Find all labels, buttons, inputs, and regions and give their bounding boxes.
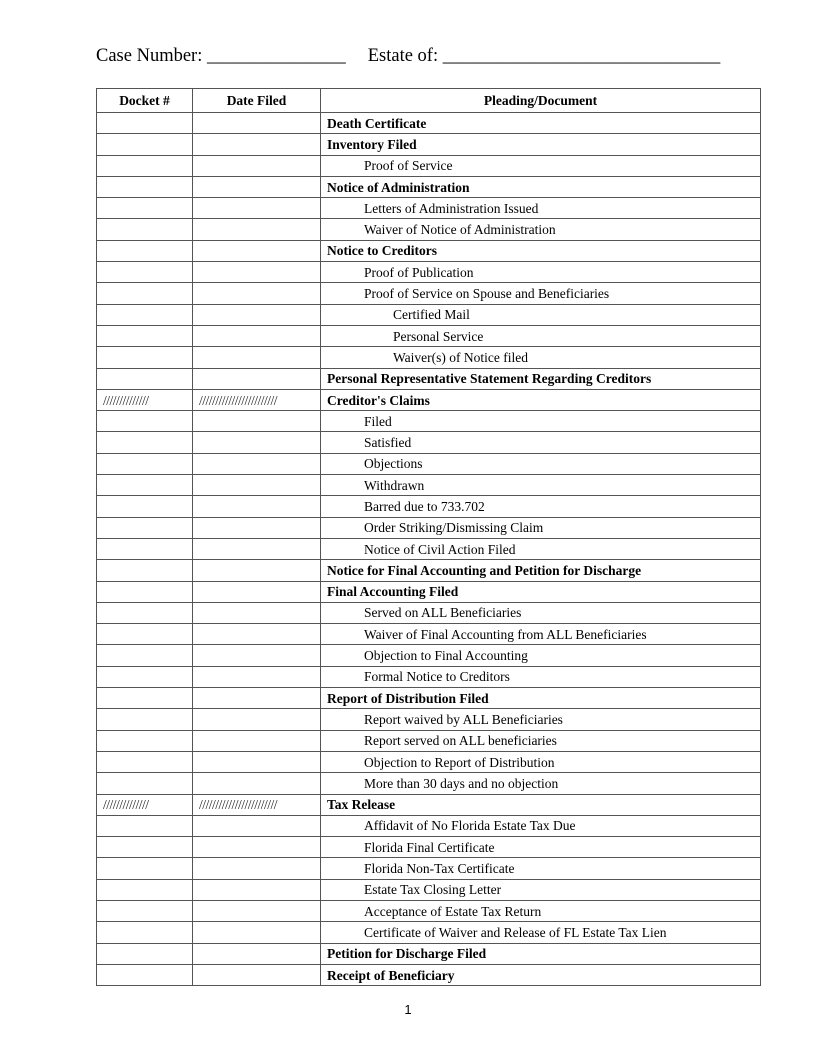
- pleading-document-cell: Served on ALL Beneficiaries: [321, 602, 761, 623]
- docket-cell[interactable]: [97, 240, 193, 261]
- date-filed-cell[interactable]: [193, 283, 321, 304]
- pleading-document-cell: Waiver(s) of Notice filed: [321, 347, 761, 368]
- date-filed-cell[interactable]: [193, 900, 321, 921]
- docket-cell[interactable]: [97, 773, 193, 794]
- estate-of-field[interactable]: Estate of: ______________________________: [367, 46, 721, 66]
- pleading-document-cell: Notice to Creditors: [321, 240, 761, 261]
- table-row: [97, 432, 761, 453]
- date-filed-cell[interactable]: [193, 113, 321, 134]
- docket-cell[interactable]: [97, 645, 193, 666]
- pleading-document-cell: Inventory Filed: [321, 134, 761, 155]
- date-filed-cell[interactable]: [193, 624, 321, 645]
- pleading-document-cell: Order Striking/Dismissing Claim: [321, 517, 761, 538]
- table-row: [97, 496, 761, 517]
- docket-cell[interactable]: [97, 176, 193, 197]
- date-filed-cell[interactable]: [193, 496, 321, 517]
- date-filed-cell[interactable]: [193, 773, 321, 794]
- table-row: [97, 560, 761, 581]
- pleading-document-cell: Letters of Administration Issued: [321, 198, 761, 219]
- pleading-document-cell: Notice of Administration: [321, 176, 761, 197]
- pleading-document-cell: Filed: [321, 411, 761, 432]
- pleading-document-cell: More than 30 days and no objection: [321, 773, 761, 794]
- probate-docket-table: [96, 88, 761, 986]
- date-filed-cell[interactable]: [193, 155, 321, 176]
- date-filed-cell[interactable]: [193, 517, 321, 538]
- date-filed-cell[interactable]: [193, 709, 321, 730]
- table-row: [97, 283, 761, 304]
- table-row: [97, 858, 761, 879]
- pleading-document-cell: Florida Non-Tax Certificate: [321, 858, 761, 879]
- docket-cell[interactable]: [97, 624, 193, 645]
- docket-cell[interactable]: [97, 730, 193, 751]
- table-row: [97, 198, 761, 219]
- docket-cell[interactable]: [97, 751, 193, 772]
- docket-cell[interactable]: [97, 262, 193, 283]
- table-row: [97, 922, 761, 943]
- table-row: [97, 113, 761, 134]
- table-row: [97, 581, 761, 602]
- docket-cell[interactable]: [97, 304, 193, 325]
- pleading-document-cell: Report of Distribution Filed: [321, 688, 761, 709]
- docket-cell[interactable]: [97, 475, 193, 496]
- pleading-document-cell: Notice for Final Accounting and Petition for Discharge: [321, 560, 761, 581]
- table-row: [97, 347, 761, 368]
- table-row: [97, 879, 761, 900]
- table-row: [97, 368, 761, 389]
- pleading-document-cell: Acceptance of Estate Tax Return: [321, 900, 761, 921]
- date-filed-cell[interactable]: [193, 964, 321, 985]
- date-filed-cell[interactable]: [193, 560, 321, 581]
- table-row: [97, 730, 761, 751]
- date-filed-cell[interactable]: [193, 304, 321, 325]
- date-filed-cell[interactable]: [193, 666, 321, 687]
- docket-cell[interactable]: [97, 666, 193, 687]
- table-body: [97, 113, 761, 986]
- pleading-document-cell: Petition for Discharge Filed: [321, 943, 761, 964]
- pleading-document-cell: Certified Mail: [321, 304, 761, 325]
- date-filed-cell[interactable]: [193, 815, 321, 836]
- docket-cell[interactable]: [97, 922, 193, 943]
- pleading-document-cell: Waiver of Notice of Administration: [321, 219, 761, 240]
- table-row: [97, 475, 761, 496]
- pleading-document-cell: Death Certificate: [321, 113, 761, 134]
- table-row: [97, 134, 761, 155]
- table-row: [97, 176, 761, 197]
- table-row: [97, 389, 761, 410]
- pleading-document-cell: Report served on ALL beneficiaries: [321, 730, 761, 751]
- docket-cell[interactable]: [97, 368, 193, 389]
- column-header-docket: Docket #: [97, 89, 193, 113]
- date-filed-cell[interactable]: [193, 325, 321, 346]
- date-filed-cell[interactable]: [193, 751, 321, 772]
- table-header-row: [97, 89, 761, 113]
- docket-cell[interactable]: [97, 815, 193, 836]
- table-row: [97, 688, 761, 709]
- docket-cell: //////////////: [97, 389, 193, 410]
- pleading-document-cell: Estate Tax Closing Letter: [321, 879, 761, 900]
- table-row: [97, 709, 761, 730]
- case-number-field[interactable]: Case Number: _______________: [96, 46, 346, 66]
- form-header: [96, 46, 720, 67]
- docket-cell: //////////////: [97, 794, 193, 815]
- pleading-document-cell: Florida Final Certificate: [321, 837, 761, 858]
- table-row: [97, 219, 761, 240]
- docket-cell[interactable]: [97, 517, 193, 538]
- table-row: [97, 666, 761, 687]
- date-filed-cell: ////////////////////////: [193, 794, 321, 815]
- docket-cell[interactable]: [97, 219, 193, 240]
- table-row: [97, 325, 761, 346]
- table-row: [97, 517, 761, 538]
- pleading-document-cell: Proof of Service on Spouse and Beneficiaries: [321, 283, 761, 304]
- docket-cell[interactable]: [97, 134, 193, 155]
- pleading-document-cell: Satisfied: [321, 432, 761, 453]
- docket-cell[interactable]: [97, 688, 193, 709]
- docket-cell[interactable]: [97, 560, 193, 581]
- date-filed-cell[interactable]: [193, 475, 321, 496]
- pleading-document-cell: Creditor's Claims: [321, 389, 761, 410]
- pleading-document-cell: Report waived by ALL Beneficiaries: [321, 709, 761, 730]
- table-row: [97, 964, 761, 985]
- table-row: [97, 645, 761, 666]
- docket-cell[interactable]: [97, 155, 193, 176]
- date-filed-cell[interactable]: [193, 837, 321, 858]
- docket-cell[interactable]: [97, 453, 193, 474]
- docket-cell[interactable]: [97, 858, 193, 879]
- date-filed-cell[interactable]: [193, 240, 321, 261]
- date-filed-cell[interactable]: [193, 368, 321, 389]
- date-filed-cell[interactable]: [193, 730, 321, 751]
- docket-cell[interactable]: [97, 113, 193, 134]
- pleading-document-cell: Affidavit of No Florida Estate Tax Due: [321, 815, 761, 836]
- docket-cell[interactable]: [97, 943, 193, 964]
- docket-cell[interactable]: [97, 347, 193, 368]
- date-filed-cell[interactable]: [193, 538, 321, 559]
- date-filed-cell[interactable]: [193, 347, 321, 368]
- pleading-document-cell: Waiver of Final Accounting from ALL Beneficiaries: [321, 624, 761, 645]
- table-row: [97, 900, 761, 921]
- date-filed-cell[interactable]: [193, 645, 321, 666]
- date-filed-cell[interactable]: [193, 134, 321, 155]
- table-row: [97, 837, 761, 858]
- pleading-document-cell: Barred due to 733.702: [321, 496, 761, 517]
- page-number: 1: [404, 1002, 412, 1017]
- pleading-document-cell: Personal Service: [321, 325, 761, 346]
- date-filed-cell: ////////////////////////: [193, 389, 321, 410]
- docket-cell[interactable]: [97, 900, 193, 921]
- docket-cell[interactable]: [97, 283, 193, 304]
- pleading-document-cell: Final Accounting Filed: [321, 581, 761, 602]
- pleading-document-cell: Objections: [321, 453, 761, 474]
- date-filed-cell[interactable]: [193, 198, 321, 219]
- pleading-document-cell: Formal Notice to Creditors: [321, 666, 761, 687]
- docket-cell[interactable]: [97, 837, 193, 858]
- docket-cell[interactable]: [97, 198, 193, 219]
- date-filed-cell[interactable]: [193, 922, 321, 943]
- docket-cell[interactable]: [97, 325, 193, 346]
- table-row: [97, 155, 761, 176]
- date-filed-cell[interactable]: [193, 858, 321, 879]
- table-row: [97, 304, 761, 325]
- docket-cell[interactable]: [97, 432, 193, 453]
- table-row: [97, 602, 761, 623]
- pleading-document-cell: Withdrawn: [321, 475, 761, 496]
- date-filed-cell[interactable]: [193, 602, 321, 623]
- pleading-document-cell: Objection to Report of Distribution: [321, 751, 761, 772]
- table-row: [97, 624, 761, 645]
- date-filed-cell[interactable]: [193, 432, 321, 453]
- table-row: [97, 794, 761, 815]
- pleading-document-cell: Proof of Publication: [321, 262, 761, 283]
- date-filed-cell[interactable]: [193, 688, 321, 709]
- table-row: [97, 943, 761, 964]
- table-row: [97, 751, 761, 772]
- docket-cell[interactable]: [97, 879, 193, 900]
- date-filed-cell[interactable]: [193, 943, 321, 964]
- table-row: [97, 262, 761, 283]
- pleading-document-cell: Personal Representative Statement Regarding Creditors: [321, 368, 761, 389]
- date-filed-cell[interactable]: [193, 262, 321, 283]
- docket-cell[interactable]: [97, 496, 193, 517]
- date-filed-cell[interactable]: [193, 219, 321, 240]
- pleading-document-cell: Notice of Civil Action Filed: [321, 538, 761, 559]
- table-row: [97, 453, 761, 474]
- docket-cell[interactable]: [97, 538, 193, 559]
- date-filed-cell[interactable]: [193, 453, 321, 474]
- pleading-document-cell: Receipt of Beneficiary: [321, 964, 761, 985]
- date-filed-cell[interactable]: [193, 411, 321, 432]
- column-header-date-filed: Date Filed: [193, 89, 321, 113]
- docket-cell[interactable]: [97, 602, 193, 623]
- docket-cell[interactable]: [97, 709, 193, 730]
- column-header-pleading: Pleading/Document: [321, 89, 761, 113]
- pleading-document-cell: Proof of Service: [321, 155, 761, 176]
- docket-cell[interactable]: [97, 581, 193, 602]
- table-row: [97, 773, 761, 794]
- table-row: [97, 815, 761, 836]
- table-row: [97, 411, 761, 432]
- date-filed-cell[interactable]: [193, 879, 321, 900]
- pleading-document-cell: Objection to Final Accounting: [321, 645, 761, 666]
- date-filed-cell[interactable]: [193, 581, 321, 602]
- docket-cell[interactable]: [97, 964, 193, 985]
- date-filed-cell[interactable]: [193, 176, 321, 197]
- table-row: [97, 538, 761, 559]
- table-row: [97, 240, 761, 261]
- pleading-document-cell: Certificate of Waiver and Release of FL Estate Tax Lien: [321, 922, 761, 943]
- docket-cell[interactable]: [97, 411, 193, 432]
- pleading-document-cell: Tax Release: [321, 794, 761, 815]
